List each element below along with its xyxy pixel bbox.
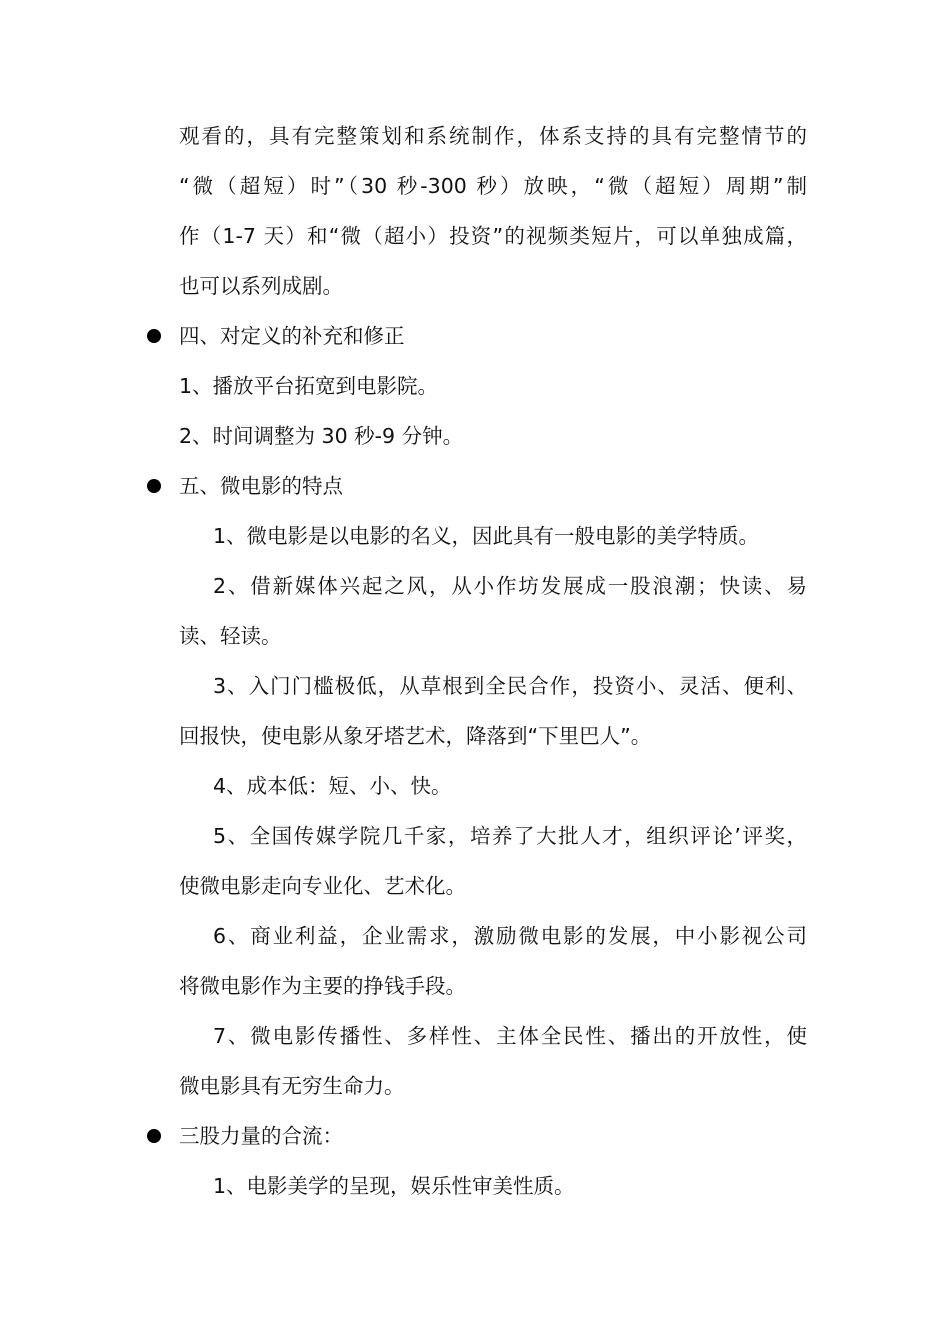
paragraph-line: 将微电影作为主要的挣钱手段。 [179, 974, 466, 998]
bullet-icon [147, 329, 161, 343]
paragraph-line: 读、轻读。 [179, 624, 282, 648]
bullet-icon [147, 479, 161, 493]
bullet-heading-section-5 [0, 471, 950, 501]
paragraph-line: 5、全国传媒学院几千家，培养了大批人才，组织评论’评奖， [213, 824, 807, 848]
paragraph-line: 3、入门门槛极低，从草根到全民合作，投资小、灵活、便利、 [213, 674, 807, 698]
paragraph-line: 1、微电影是以电影的名义，因此具有一般电影的美学特质。 [213, 524, 760, 548]
paragraph-line: 6、商业利益，企业需求，激励微电影的发展，中小影视公司 [213, 924, 807, 948]
paragraph-line: 观看的，具有完整策划和系统制作，体系支持的具有完整情节的 [179, 124, 807, 148]
bullet-heading-section-4 [0, 321, 950, 351]
section-heading: 五、微电影的特点 [179, 474, 343, 498]
section-heading: 四、对定义的补充和修正 [179, 324, 405, 348]
paragraph-line: 回报快，使电影从象牙塔艺术，降落到“下里巴人”。 [179, 724, 652, 748]
paragraph-line: 使微电影走向专业化、艺术化。 [179, 874, 466, 898]
list-item: 2、时间调整为 30 秒-9 分钟。 [179, 424, 464, 448]
paragraph-line: 4、成本低：短、小、快。 [213, 774, 452, 798]
paragraph-line: 作（1-7 天）和“微（超小）投资”的视频类短片，可以单独成篇， [179, 224, 807, 248]
paragraph-line: “微（超短）时”（30 秒-300 秒）放映，“微（超短）周期”制 [179, 174, 807, 198]
paragraph-line: 也可以系列成剧。 [179, 274, 343, 298]
bullet-heading-three-forces [0, 1121, 950, 1151]
bullet-icon [147, 1129, 161, 1143]
section-heading: 三股力量的合流： [179, 1124, 343, 1148]
paragraph-line: 微电影具有无穷生命力。 [179, 1074, 405, 1098]
list-item: 1、播放平台拓宽到电影院。 [179, 374, 439, 398]
paragraph-line: 7、微电影传播性、多样性、主体全民性、播出的开放性，使 [213, 1024, 807, 1048]
paragraph-line: 2、借新媒体兴起之风，从小作坊发展成一股浪潮；快读、易 [213, 574, 807, 598]
paragraph-line: 1、电影美学的呈现，娱乐性审美性质。 [213, 1174, 575, 1198]
